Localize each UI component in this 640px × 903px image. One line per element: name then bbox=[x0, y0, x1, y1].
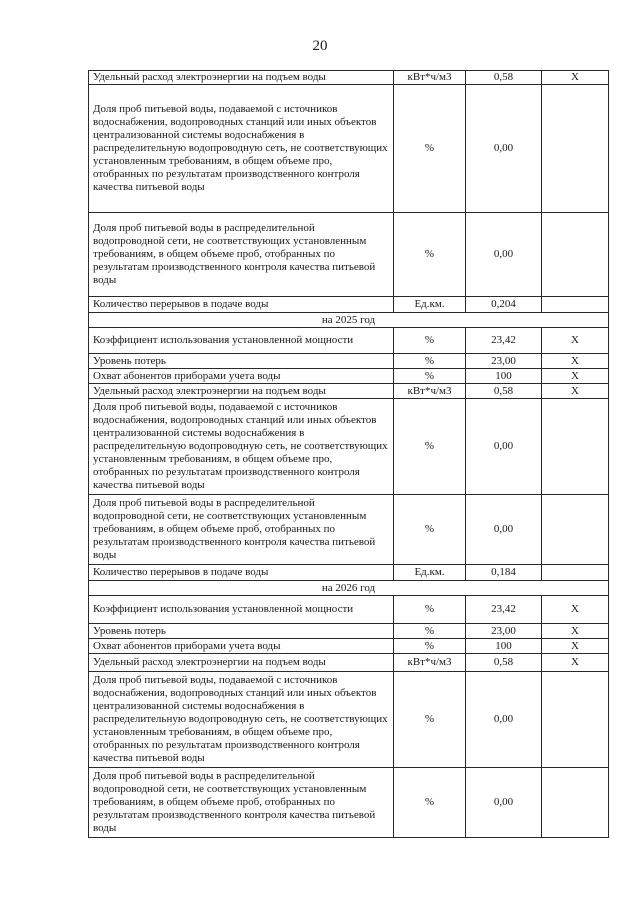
value-cell: 23,42 bbox=[466, 328, 542, 354]
indicators-table-body bbox=[89, 71, 609, 838]
value-cell: 0,58 bbox=[466, 71, 542, 85]
mark-cell: X bbox=[542, 639, 609, 654]
mark-cell: X bbox=[542, 624, 609, 639]
unit-cell: % bbox=[394, 213, 466, 297]
value-cell: 0,00 bbox=[466, 495, 542, 565]
indicator-name-cell: Доля проб питьевой воды в распределительной водопроводной сети, не соответствующих установленным требованиям, в общем объеме проб, отобранных по результатам производственного контроля качества питьевой воды bbox=[89, 213, 394, 297]
mark-cell bbox=[542, 297, 609, 313]
unit-cell: % bbox=[394, 399, 466, 495]
value-cell: 0,58 bbox=[466, 654, 542, 672]
mark-cell: X bbox=[542, 654, 609, 672]
indicator-name-cell: Охват абонентов приборами учета воды bbox=[89, 369, 394, 384]
table-row bbox=[89, 328, 609, 354]
value-cell: 100 bbox=[466, 639, 542, 654]
indicator-name-cell: Удельный расход электроэнергии на подъем воды bbox=[89, 654, 394, 672]
indicator-name-cell: Охват абонентов приборами учета воды bbox=[89, 639, 394, 654]
table-row bbox=[89, 596, 609, 624]
table-row bbox=[89, 297, 609, 313]
value-cell: 0,204 bbox=[466, 297, 542, 313]
mark-cell: X bbox=[542, 71, 609, 85]
mark-cell bbox=[542, 565, 609, 581]
indicator-name-cell: Уровень потерь bbox=[89, 354, 394, 369]
mark-cell: X bbox=[542, 596, 609, 624]
indicator-name-cell: Коэффициент использования установленной мощности bbox=[89, 596, 394, 624]
mark-cell bbox=[542, 213, 609, 297]
value-cell: 0,00 bbox=[466, 768, 542, 838]
unit-cell: % bbox=[394, 768, 466, 838]
mark-cell: X bbox=[542, 354, 609, 369]
mark-cell: X bbox=[542, 328, 609, 354]
indicator-name-cell: Уровень потерь bbox=[89, 624, 394, 639]
indicator-name-cell: Удельный расход электроэнергии на подъем воды bbox=[89, 71, 394, 85]
unit-cell: % bbox=[394, 672, 466, 768]
indicator-name-cell: Количество перерывов в подаче воды bbox=[89, 565, 394, 581]
mark-cell: X bbox=[542, 369, 609, 384]
value-cell: 23,42 bbox=[466, 596, 542, 624]
table-row bbox=[89, 399, 609, 495]
value-cell: 0,00 bbox=[466, 85, 542, 213]
page-number: 20 bbox=[312, 38, 328, 54]
indicator-name-cell: Доля проб питьевой воды, подаваемой с источников водоснабжения, водопроводных станций или иных объектов централизованной системы водоснабжения в распределительную водопроводную сеть, не соответствующих установленным требованиям, в общем объеме про, отобранных по результатам производственного контроля качества питьевой воды bbox=[89, 672, 394, 768]
table-row bbox=[89, 639, 609, 654]
mark-cell: X bbox=[542, 384, 609, 399]
indicator-name-cell: Коэффициент использования установленной мощности bbox=[89, 328, 394, 354]
table-row bbox=[89, 565, 609, 581]
mark-cell bbox=[542, 672, 609, 768]
unit-cell: кВт*ч/м3 bbox=[394, 384, 466, 399]
unit-cell: % bbox=[394, 596, 466, 624]
value-cell: 0,00 bbox=[466, 213, 542, 297]
value-cell: 23,00 bbox=[466, 354, 542, 369]
mark-cell bbox=[542, 768, 609, 838]
mark-cell bbox=[542, 85, 609, 213]
value-cell: 0,00 bbox=[466, 399, 542, 495]
unit-cell: % bbox=[394, 328, 466, 354]
table-row bbox=[89, 354, 609, 369]
indicators-table bbox=[88, 70, 609, 838]
table-row bbox=[89, 384, 609, 399]
value-cell: 0,184 bbox=[466, 565, 542, 581]
table-row bbox=[89, 495, 609, 565]
section-year-label: на 2025 год bbox=[89, 313, 609, 328]
table-row bbox=[89, 71, 609, 85]
table-row bbox=[89, 654, 609, 672]
table-row bbox=[89, 768, 609, 838]
indicator-name-cell: Доля проб питьевой воды, подаваемой с источников водоснабжения, водопроводных станций или иных объектов централизованной системы водоснабжения в распределительную водопроводную сеть, не соответствующих установленным требованиям, в общем объеме про, отобранных по результатам производственного контроля качества питьевой воды bbox=[89, 85, 394, 213]
unit-cell: кВт*ч/м3 bbox=[394, 71, 466, 85]
unit-cell: Ед.км. bbox=[394, 565, 466, 581]
table-row bbox=[89, 213, 609, 297]
indicator-name-cell: Доля проб питьевой воды в распределительной водопроводной сети, не соответствующих установленным требованиям, в общем объеме проб, отобранных по результатам производственного контроля качества питьевой воды bbox=[89, 495, 394, 565]
section-header-row bbox=[89, 313, 609, 328]
mark-cell bbox=[542, 495, 609, 565]
indicator-name-cell: Доля проб питьевой воды, подаваемой с источников водоснабжения, водопроводных станций или иных объектов централизованной системы водоснабжения в распределительную водопроводную сеть, не соответствующих установленным требованиям, в общем объеме про, отобранных по результатам производственного контроля качества питьевой воды bbox=[89, 399, 394, 495]
value-cell: 0,00 bbox=[466, 672, 542, 768]
section-year-label: на 2026 год bbox=[89, 581, 609, 596]
unit-cell: Ед.км. bbox=[394, 297, 466, 313]
unit-cell: кВт*ч/м3 bbox=[394, 654, 466, 672]
unit-cell: % bbox=[394, 354, 466, 369]
unit-cell: % bbox=[394, 369, 466, 384]
unit-cell: % bbox=[394, 495, 466, 565]
table-row bbox=[89, 369, 609, 384]
table-row bbox=[89, 85, 609, 213]
section-header-row bbox=[89, 581, 609, 596]
table-row bbox=[89, 672, 609, 768]
unit-cell: % bbox=[394, 639, 466, 654]
unit-cell: % bbox=[394, 624, 466, 639]
value-cell: 0,58 bbox=[466, 384, 542, 399]
indicator-name-cell: Удельный расход электроэнергии на подъем воды bbox=[89, 384, 394, 399]
indicator-name-cell: Доля проб питьевой воды в распределительной водопроводной сети, не соответствующих установленным требованиям, в общем объеме проб, отобранных по результатам производственного контроля качества питьевой воды bbox=[89, 768, 394, 838]
value-cell: 23,00 bbox=[466, 624, 542, 639]
indicator-name-cell: Количество перерывов в подаче воды bbox=[89, 297, 394, 313]
unit-cell: % bbox=[394, 85, 466, 213]
value-cell: 100 bbox=[466, 369, 542, 384]
table-row bbox=[89, 624, 609, 639]
mark-cell bbox=[542, 399, 609, 495]
